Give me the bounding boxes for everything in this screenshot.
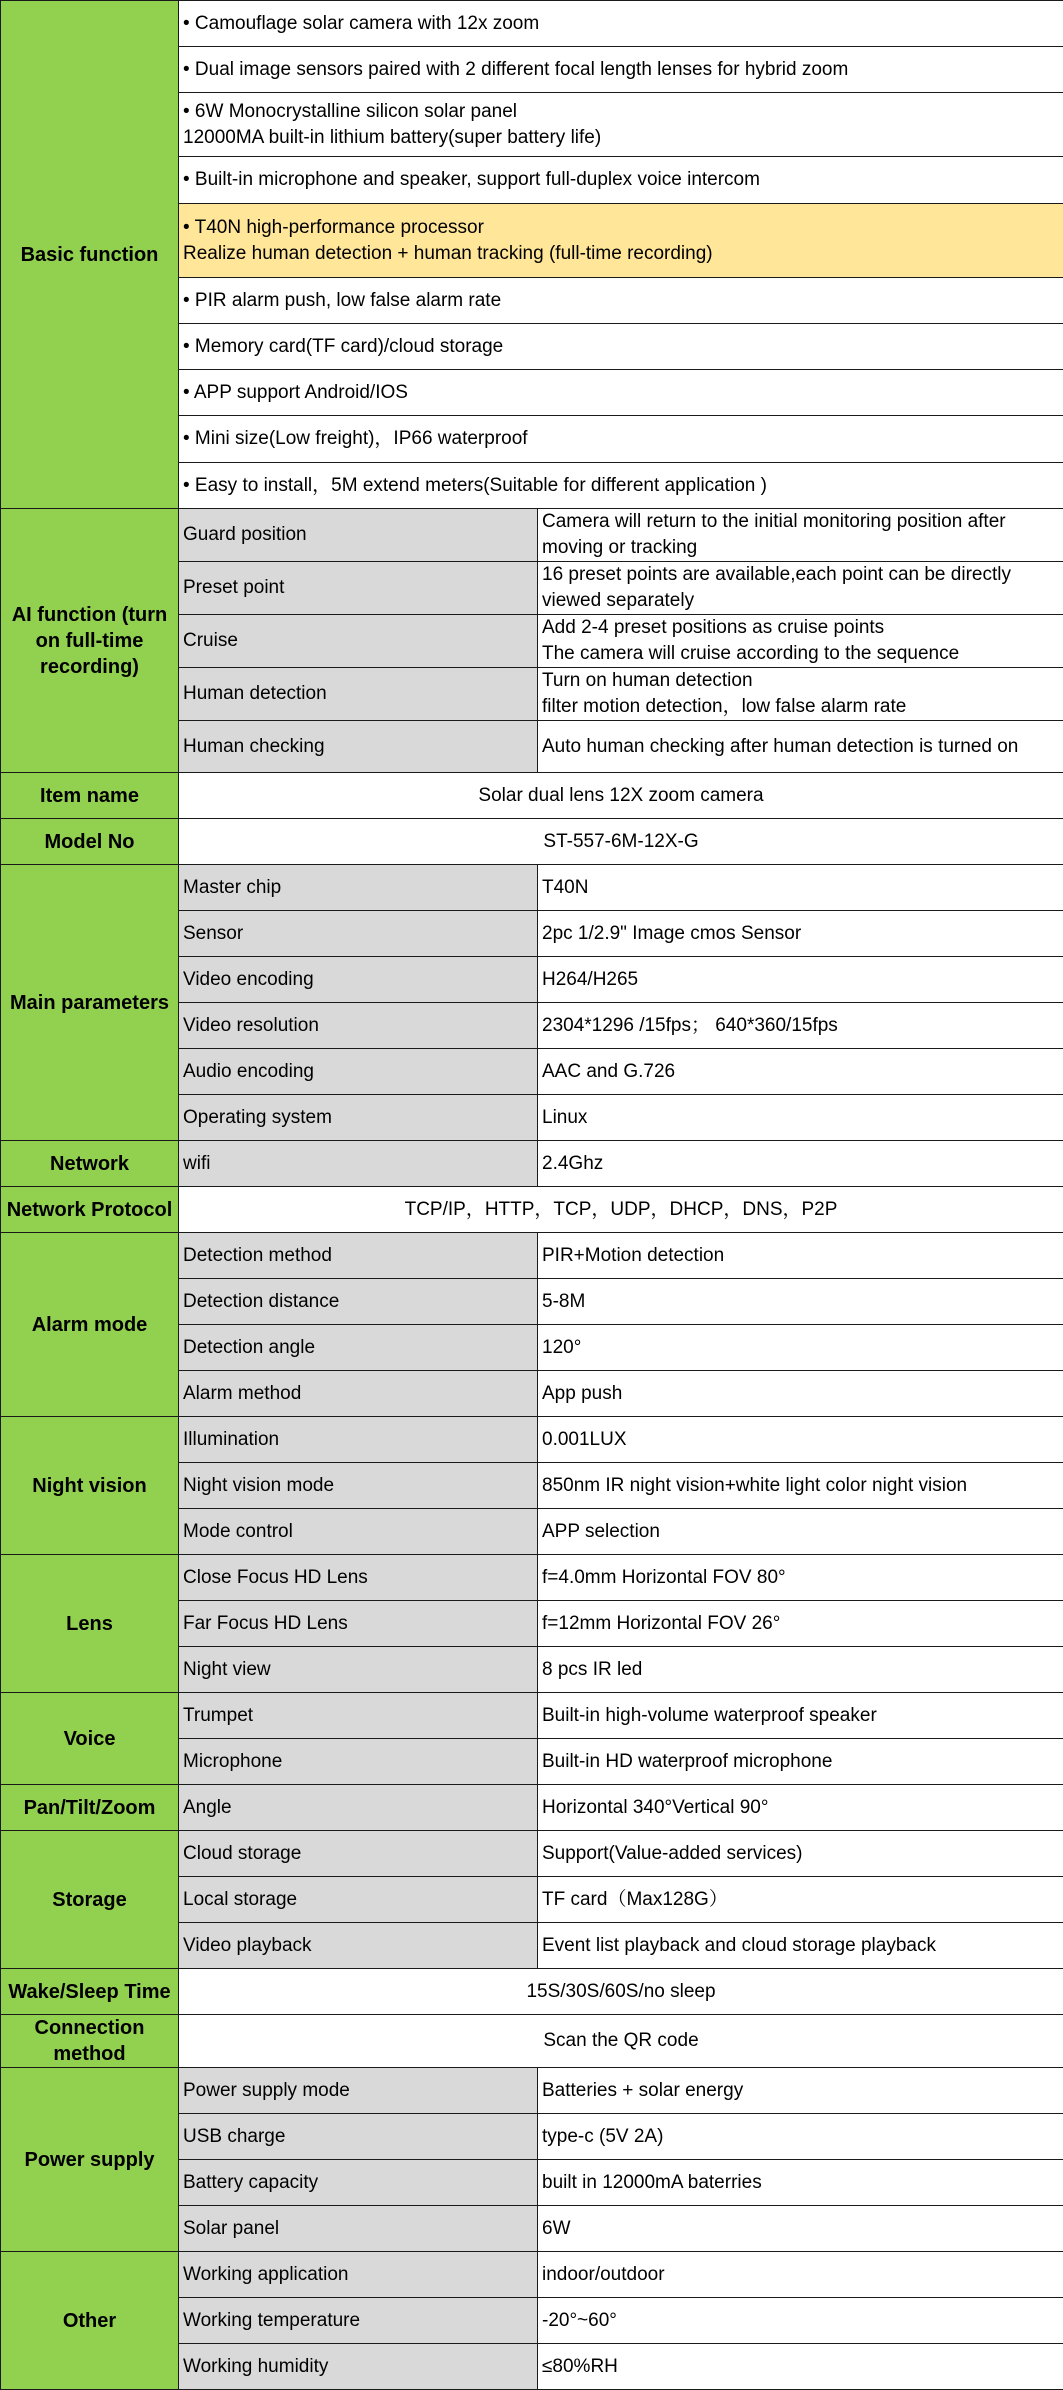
param-label: Preset point xyxy=(179,562,538,615)
spec-row xyxy=(1,819,1063,865)
param-value: f=12mm Horizontal FOV 26° xyxy=(538,1601,1063,1647)
param-value: App push xyxy=(538,1371,1063,1417)
feature-item: • Memory card(TF card)/cloud storage xyxy=(179,324,1063,370)
category-alarm-mode: Alarm mode xyxy=(1,1233,179,1417)
param-label: Illumination xyxy=(179,1417,538,1463)
param-value: type-c (5V 2A) xyxy=(538,2114,1063,2160)
param-label: Audio encoding xyxy=(179,1049,538,1095)
param-label: USB charge xyxy=(179,2114,538,2160)
spec-row xyxy=(1,865,1063,911)
spec-row xyxy=(1,509,1063,562)
category-network: Network xyxy=(1,1141,179,1187)
param-value: 2.4Ghz xyxy=(538,1141,1063,1187)
model-no-value: ST-557-6M-12X-G xyxy=(179,819,1063,865)
param-label: Close Focus HD Lens xyxy=(179,1555,538,1601)
spec-row xyxy=(1,1831,1063,1877)
spec-row xyxy=(1,1969,1063,2015)
param-label: Working application xyxy=(179,2252,538,2298)
param-label: Detection angle xyxy=(179,1325,538,1371)
param-value: 8 pcs IR led xyxy=(538,1647,1063,1693)
param-label: Detection method xyxy=(179,1233,538,1279)
param-label: Human checking xyxy=(179,721,538,773)
category-basic-function: Basic function xyxy=(1,1,179,509)
feature-item: • APP support Android/IOS xyxy=(179,370,1063,416)
category-connection-method: Connection method xyxy=(1,2015,179,2068)
category-model-no: Model No xyxy=(1,819,179,865)
param-label: Working humidity xyxy=(179,2344,538,2390)
param-label: Angle xyxy=(179,1785,538,1831)
feature-item: • Dual image sensors paired with 2 different focal length lenses for hybrid zoom xyxy=(179,47,1063,93)
param-value: Linux xyxy=(538,1095,1063,1141)
spec-row xyxy=(1,1141,1063,1187)
spec-row xyxy=(1,1,1063,47)
param-value: Turn on human detection filter motion detection，low false alarm rate xyxy=(538,668,1063,721)
param-label: Cloud storage xyxy=(179,1831,538,1877)
category-network-protocol: Network Protocol xyxy=(1,1187,179,1233)
param-value: H264/H265 xyxy=(538,957,1063,1003)
param-value: Batteries + solar energy xyxy=(538,2068,1063,2114)
feature-item: • Mini size(Low freight)，IP66 waterproof xyxy=(179,416,1063,463)
feature-item: • Camouflage solar camera with 12x zoom xyxy=(179,1,1063,47)
param-label: Mode control xyxy=(179,1509,538,1555)
spec-row xyxy=(1,1417,1063,1463)
spec-row xyxy=(1,1555,1063,1601)
param-label: Guard position xyxy=(179,509,538,562)
param-label: Night vision mode xyxy=(179,1463,538,1509)
spec-row xyxy=(1,1187,1063,1233)
param-label: Power supply mode xyxy=(179,2068,538,2114)
param-value: 6W xyxy=(538,2206,1063,2252)
param-label: Video encoding xyxy=(179,957,538,1003)
connection-value: Scan the QR code xyxy=(179,2015,1063,2068)
param-value: 2304*1296 /15fps； 640*360/15fps xyxy=(538,1003,1063,1049)
spec-row xyxy=(1,2252,1063,2298)
param-value: -20°~60° xyxy=(538,2298,1063,2344)
feature-item: • Easy to install，5M extend meters(Suitable for different application ) xyxy=(179,463,1063,509)
param-label: Operating system xyxy=(179,1095,538,1141)
param-value: f=4.0mm Horizontal FOV 80° xyxy=(538,1555,1063,1601)
category-voice: Voice xyxy=(1,1693,179,1785)
param-value: 16 preset points are available,each point can be directly viewed separately xyxy=(538,562,1063,615)
param-value: Auto human checking after human detection is turned on xyxy=(538,721,1063,773)
param-value: AAC and G.726 xyxy=(538,1049,1063,1095)
feature-item-highlighted: • T40N high-performance processor Realize human detection + human tracking (full-time recording) xyxy=(179,204,1063,278)
param-value: Event list playback and cloud storage playback xyxy=(538,1923,1063,1969)
spec-row xyxy=(1,1233,1063,1279)
category-storage: Storage xyxy=(1,1831,179,1969)
wake-sleep-value: 15S/30S/60S/no sleep xyxy=(179,1969,1063,2015)
param-label: Trumpet xyxy=(179,1693,538,1739)
param-label: Video playback xyxy=(179,1923,538,1969)
param-label: Detection distance xyxy=(179,1279,538,1325)
feature-item: • 6W Monocrystalline silicon solar panel 12000MA built-in lithium battery(super battery life) xyxy=(179,93,1063,157)
param-value: 850nm IR night vision+white light color night vision xyxy=(538,1463,1063,1509)
param-value: built in 12000mA baterries xyxy=(538,2160,1063,2206)
spec-row xyxy=(1,2068,1063,2114)
param-value: Camera will return to the initial monitoring position after moving or tracking xyxy=(538,509,1063,562)
category-power-supply: Power supply xyxy=(1,2068,179,2252)
param-label: Alarm method xyxy=(179,1371,538,1417)
param-label: Video resolution xyxy=(179,1003,538,1049)
param-value: ≤80%RH xyxy=(538,2344,1063,2390)
category-ai-function: AI function (turn on full-time recording) xyxy=(1,509,179,773)
item-name-value: Solar dual lens 12X zoom camera xyxy=(179,773,1063,819)
param-label: Battery capacity xyxy=(179,2160,538,2206)
spec-row xyxy=(1,1785,1063,1831)
param-value: TF card（Max128G） xyxy=(538,1877,1063,1923)
category-pan-tilt-zoom: Pan/Tilt/Zoom xyxy=(1,1785,179,1831)
param-value: Add 2-4 preset positions as cruise points The camera will cruise according to the sequence xyxy=(538,615,1063,668)
category-main-parameters: Main parameters xyxy=(1,865,179,1141)
param-label: Night view xyxy=(179,1647,538,1693)
param-value: T40N xyxy=(538,865,1063,911)
param-value: Built-in high-volume waterproof speaker xyxy=(538,1693,1063,1739)
feature-item: • Built-in microphone and speaker, support full-duplex voice intercom xyxy=(179,157,1063,204)
param-value: 0.001LUX xyxy=(538,1417,1063,1463)
category-other: Other xyxy=(1,2252,179,2390)
category-night-vision: Night vision xyxy=(1,1417,179,1555)
network-protocol-value: TCP/IP，HTTP，TCP，UDP，DHCP，DNS，P2P xyxy=(179,1187,1063,1233)
param-value: 120° xyxy=(538,1325,1063,1371)
param-value: Built-in HD waterproof microphone xyxy=(538,1739,1063,1785)
param-value: Horizontal 340°Vertical 90° xyxy=(538,1785,1063,1831)
param-label: Cruise xyxy=(179,615,538,668)
param-label: Master chip xyxy=(179,865,538,911)
category-wake-sleep-time: Wake/Sleep Time xyxy=(1,1969,179,2015)
param-label: wifi xyxy=(179,1141,538,1187)
spec-row xyxy=(1,773,1063,819)
param-label: Local storage xyxy=(179,1877,538,1923)
spec-row xyxy=(1,2015,1063,2068)
feature-item: • PIR alarm push, low false alarm rate xyxy=(179,278,1063,324)
param-value: 2pc 1/2.9" Image cmos Sensor xyxy=(538,911,1063,957)
param-label: Sensor xyxy=(179,911,538,957)
param-label: Far Focus HD Lens xyxy=(179,1601,538,1647)
category-item-name: Item name xyxy=(1,773,179,819)
param-value: APP selection xyxy=(538,1509,1063,1555)
spec-row xyxy=(1,1693,1063,1739)
param-label: Working temperature xyxy=(179,2298,538,2344)
param-label: Solar panel xyxy=(179,2206,538,2252)
param-label: Human detection xyxy=(179,668,538,721)
param-value: Support(Value-added services) xyxy=(538,1831,1063,1877)
param-label: Microphone xyxy=(179,1739,538,1785)
param-value: PIR+Motion detection xyxy=(538,1233,1063,1279)
param-value: indoor/outdoor xyxy=(538,2252,1063,2298)
param-value: 5-8M xyxy=(538,1279,1063,1325)
category-lens: Lens xyxy=(1,1555,179,1693)
